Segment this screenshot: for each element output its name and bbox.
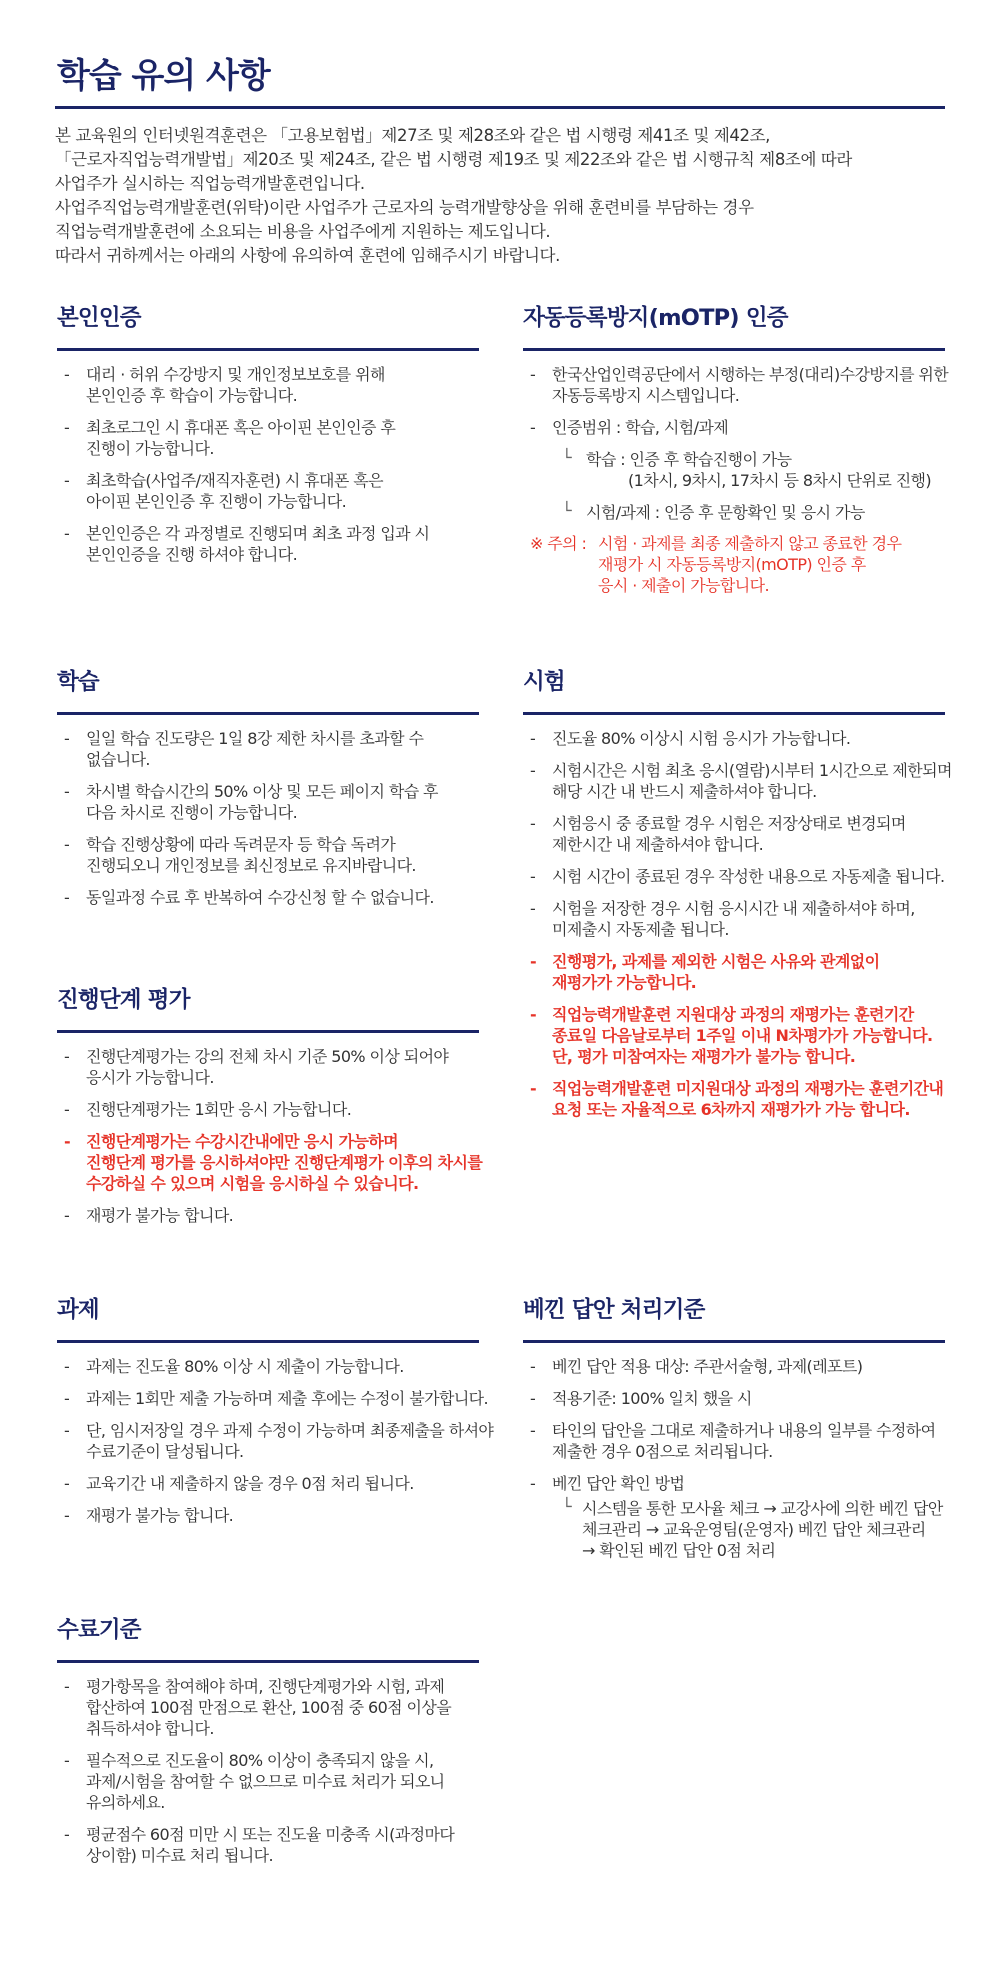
list-item: - 적용기준: 100% 일치 했을 시 xyxy=(530,1389,752,1408)
section-title: 과제 xyxy=(57,1297,99,1323)
motp-list xyxy=(523,364,949,438)
list-item: - 일일 학습 진도량은 1일 8강 제한 차시를 초과할 수 없습니다. xyxy=(64,729,424,769)
study-list xyxy=(57,728,479,908)
list-item: - 최초학습(사업주/재직자훈련) 시 휴대폰 혹은 아이핀 본인인증 후 진행이 가능합니다. xyxy=(64,471,383,511)
section-assignment xyxy=(57,1290,494,1537)
list-item: - 재평가 불가능 합니다. xyxy=(64,1206,234,1225)
completion-list xyxy=(57,1676,479,1866)
list-item-important: - 직업능력개발훈련 미지원대상 과정의 재평가는 훈련기간내 요청 또는 자율적으로 6차까지 재평가가 가능 합니다. xyxy=(530,1079,944,1119)
list-item: - 진도율 80% 이상시 시험 응시가 가능합니다. xyxy=(530,729,851,748)
list-item: - 베낀 답안 적용 대상: 주관서술형, 과제(레포트) xyxy=(530,1357,863,1376)
section-exam xyxy=(523,662,952,1131)
list-item: - 재평가 불가능 합니다. xyxy=(64,1506,234,1525)
section-divider xyxy=(57,1660,479,1663)
list-item: - 단, 임시저장일 경우 과제 수정이 가능하며 최종제출을 하셔야 수료기준이 달성됩니다. xyxy=(64,1421,494,1461)
section-divider xyxy=(523,712,945,715)
section-divider xyxy=(523,348,945,351)
list-item: - 본인인증은 각 과정별로 진행되며 최초 과정 입과 시 본인인증을 진행 하셔야 합니다. xyxy=(64,524,430,564)
section-motp-verification xyxy=(523,298,949,596)
section-study xyxy=(57,662,479,919)
identity-list xyxy=(57,364,479,565)
section-divider xyxy=(57,1030,479,1033)
list-item-important: - 직업능력개발훈련 지원대상 과정의 재평가는 훈련기간 종료일 다음날로부터 1주일 이내 N차평가가 가능합니다. 단, 평가 미참여자는 재평가가 불가능 합니다. xyxy=(530,1005,933,1066)
list-item: - 평균점수 60점 미만 시 또는 진도율 미충족 시(과정마다 상이함) 미수료 처리 됩니다. xyxy=(64,1825,455,1865)
section-title: 자동등록방지(mOTP) 인증 xyxy=(523,305,788,331)
list-item: - 시험시간은 시험 최초 응시(열람)시부터 1시간으로 제한되며 해당 시간 내 반드시 제출하셔야 합니다. xyxy=(530,761,952,801)
list-item-important: - 진행단계평가는 수강시간내에만 응시 가능하며 진행단계 평가를 응시하셔야만 진행단계평가 이후의 차시를 수강하실 수 있으며 시험을 응시하실 수 있습니다. xyxy=(64,1132,483,1193)
title-divider xyxy=(55,106,945,109)
corner-arrow-icon: └ xyxy=(562,1497,572,1516)
list-item: - 진행단계평가는 강의 전체 차시 기준 50% 이상 되어야 응시가 가능합니다. xyxy=(64,1047,449,1087)
warning-note: ※ 주의 : 시험 · 과제를 최종 제출하지 않고 종료한 경우 재평가 시 자동등록방지(mOTP) 인증 후 응시 · 제출이 가능합니다. xyxy=(530,534,902,595)
intro-line: 사업주가 실시하는 직업능력개발훈련입니다. xyxy=(55,174,365,193)
list-item: - 동일과정 수료 후 반복하여 수강신청 할 수 없습니다. xyxy=(64,888,434,907)
section-identity-verification xyxy=(57,298,479,576)
section-divider xyxy=(57,1340,479,1343)
intro-line: 따라서 귀하께서는 아래의 사항에 유의하여 훈련에 임해주시기 바랍니다. xyxy=(55,246,560,265)
list-item: - 과제는 1회만 제출 가능하며 제출 후에는 수정이 불가합니다. xyxy=(64,1389,489,1408)
note-label: ※ 주의 : xyxy=(530,534,587,553)
sub-item-exam: └ 시험/과제 : 인증 후 문항확인 및 응시 가능 xyxy=(562,501,865,522)
section-title: 본인인증 xyxy=(57,305,141,331)
list-item: - 시험 시간이 종료된 경우 작성한 내용으로 자동제출 됩니다. xyxy=(530,867,945,886)
section-divider xyxy=(523,1340,945,1343)
section-completion-criteria xyxy=(57,1610,479,1877)
list-item: - 과제는 진도율 80% 이상 시 제출이 가능합니다. xyxy=(64,1357,404,1376)
assignment-list xyxy=(57,1356,494,1526)
sub-item-study: └ 학습 : 인증 후 학습진행이 가능 (1차시, 9차시, 17차시 등 8차시 단위로 진행) xyxy=(562,448,932,490)
list-item: - 한국산업인력공단에서 시행하는 부정(대리)수강방지를 위한 자동등록방지 시스템입니다. xyxy=(530,365,949,405)
list-item-important: - 진행평가, 과제를 제외한 시험은 사유와 관계없이 재평가가 가능합니다. xyxy=(530,952,880,992)
list-item: - 학습 진행상황에 따라 독려문자 등 학습 독려가 진행되오니 개인정보를 최신정보로 유지바랍니다. xyxy=(64,835,416,875)
section-divider xyxy=(57,348,479,351)
list-item: - 평가항목을 참여해야 하며, 진행단계평가와 시험, 과제 합산하여 100점 만점으로 환산, 100점 중 60점 이상을 취득하셔야 합니다. xyxy=(64,1677,452,1738)
intro-line: 사업주직업능력개발훈련(위탁)이란 사업주가 근로자의 능력개발향상을 위해 훈련비를 부담하는 경우 xyxy=(55,198,754,217)
list-item: - 시험응시 중 종료할 경우 시험은 저장상태로 변경되며 제한시간 내 제출하셔야 합니다. xyxy=(530,814,906,854)
sub-item-check-process: └ 시스템을 통한 모사율 체크 → 교강사에 의한 베낀 답안 체크관리 → 교육운영팀(운영자) 베낀 답안 체크관리 → 확인된 베낀 답안 0점 처리 xyxy=(562,1497,943,1560)
list-item: - 교육기간 내 제출하지 않을 경우 0점 처리 됩니다. xyxy=(64,1474,414,1493)
section-title: 시험 xyxy=(523,669,565,695)
list-item: - 시험을 저장한 경우 시험 응시시간 내 제출하셔야 하며, 미제출시 자동제출 됩니다. xyxy=(530,899,915,939)
list-item: - 차시별 학습시간의 50% 이상 및 모든 페이지 학습 후 다음 차시로 진행이 가능합니다. xyxy=(64,782,438,822)
page-title: 학습 유의 사항 xyxy=(57,56,270,96)
section-title: 베낀 답안 처리기준 xyxy=(523,1297,705,1323)
plagiarism-list xyxy=(523,1356,945,1494)
section-title: 학습 xyxy=(57,669,99,695)
section-title: 진행단계 평가 xyxy=(57,987,190,1013)
section-title: 수료기준 xyxy=(57,1617,141,1643)
exam-list xyxy=(523,728,952,1120)
list-item: - 인증범위 : 학습, 시험/과제 xyxy=(530,418,729,437)
list-item: - 베낀 답안 확인 방법 xyxy=(530,1474,685,1493)
section-plagiarism-policy xyxy=(523,1290,945,1572)
section-progress-evaluation xyxy=(57,980,483,1237)
intro-line: 「근로자직업능력개발법」제20조 및 제24조, 같은 법 시행령 제19조 및 제22조와 같은 법 시행규칙 제8조에 따라 xyxy=(55,150,852,169)
list-item: - 진행단계평가는 1회만 응시 가능합니다. xyxy=(64,1100,352,1119)
intro-line: 본 교육원의 인터넷원격훈련은 「고용보험법」제27조 및 제28조와 같은 법 시행령 제41조 및 제42조, xyxy=(55,126,770,145)
corner-arrow-icon: └ xyxy=(562,448,572,467)
intro-line: 직업능력개발훈련에 소요되는 비용을 사업주에게 지원하는 제도입니다. xyxy=(55,222,551,241)
progress-list xyxy=(57,1046,483,1226)
list-item: - 대리 · 허위 수강방지 및 개인정보보호를 위해 본인인증 후 학습이 가능합니다. xyxy=(64,365,385,405)
section-divider xyxy=(57,712,479,715)
list-item: - 타인의 답안을 그대로 제출하거나 내용의 일부를 수정하여 제출한 경우 0점으로 처리됩니다. xyxy=(530,1421,936,1461)
list-item: - 필수적으로 진도율이 80% 이상이 충족되지 않을 시, 과제/시험을 참여할 수 없으므로 미수료 처리가 되오니 유의하세요. xyxy=(64,1751,445,1812)
list-item: - 최초로그인 시 휴대폰 혹은 아이핀 본인인증 후 진행이 가능합니다. xyxy=(64,418,396,458)
intro-paragraph xyxy=(55,124,955,268)
corner-arrow-icon: └ xyxy=(562,501,572,520)
